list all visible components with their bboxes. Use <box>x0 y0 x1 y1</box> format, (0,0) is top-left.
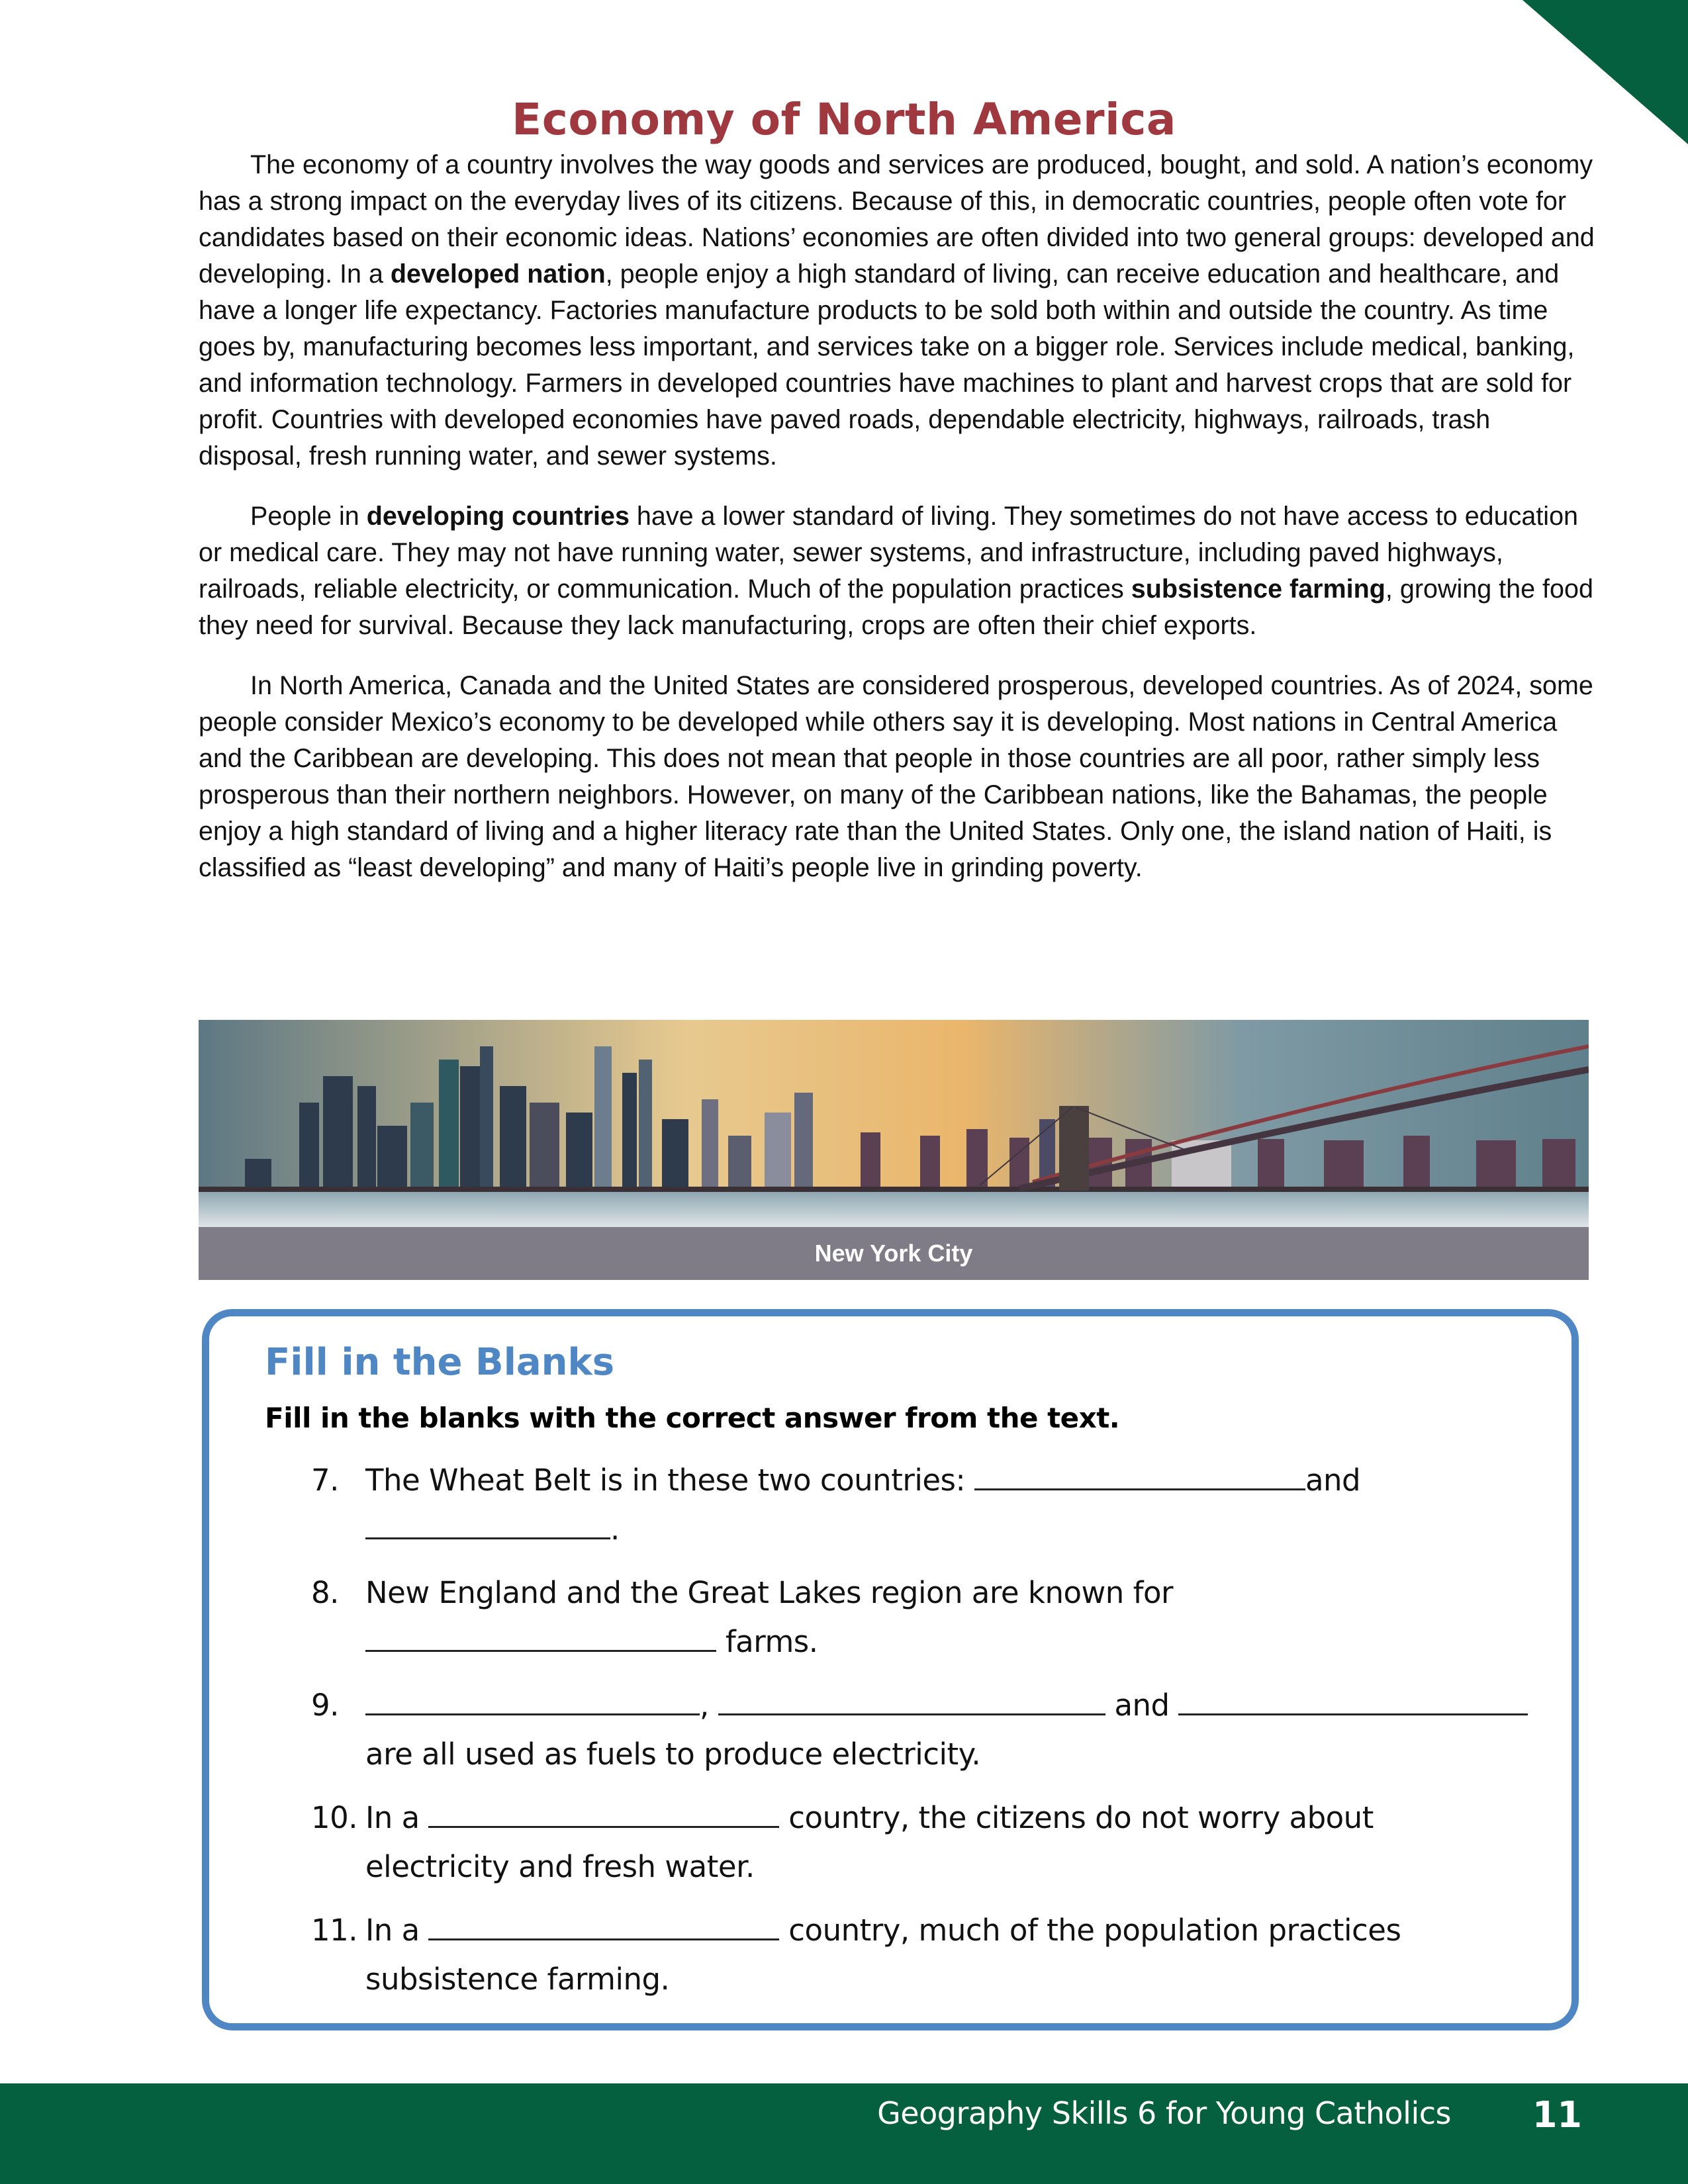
question-number: 9. <box>311 1688 339 1723</box>
question-9 <box>311 1681 1529 1779</box>
text-segment: People in <box>250 502 367 531</box>
question-text: farms. <box>725 1624 818 1659</box>
photo-caption: New York City <box>199 1227 1589 1280</box>
answer-blank[interactable] <box>718 1684 1105 1715</box>
question-continuation: electricity and fresh water. <box>365 1849 755 1884</box>
separator: , <box>700 1688 709 1723</box>
question-text: . <box>610 1512 620 1547</box>
page-title: Economy of North America <box>512 94 1176 145</box>
separator: and <box>1114 1688 1170 1723</box>
term-subsistence-farming: subsistence farming <box>1131 574 1385 604</box>
answer-blank[interactable] <box>1178 1684 1528 1715</box>
question-8 <box>311 1569 1529 1666</box>
question-text: country, much of the population practices <box>788 1913 1401 1948</box>
question-continuation: subsistence farming. <box>365 1962 670 1997</box>
text-segment: The economy of a country involves the way goods and services are produced, bought, and sold. A nation’s economy has a strong impact on the everyday lives of its citizens. Because of this, in democratic countries, people often vote for candidates based on their economic ideas. Nations’ economies are often divided into two general groups: developed and developing. In a <box>199 150 1595 289</box>
question-10 <box>311 1794 1529 1891</box>
text-segment: , growing the food they need for survival. Because they lack manufacturing, crops are often their chief exports. <box>199 574 1593 640</box>
question-continuation <box>311 1617 1529 1666</box>
question-number: 10. <box>311 1800 358 1835</box>
text-segment: , people enjoy a high standard of living, can receive education and healthcare, and have a longer life expectancy. Factories manufacture products to be sold both within and outside the country. As time goes by, manufacturing becomes less important, and services take on a bigger role. Services include medical, banking, and information technology. Farmers in developed countries have machines to plant and harvest crops that are sold for profit. Countries with developed economies have paved roads, dependable electricity, highways, railroads, trash disposal, fresh running water, and sewer systems. <box>199 259 1575 471</box>
question-number: 7. <box>311 1463 339 1498</box>
page-number: 11 <box>1532 2094 1582 2136</box>
question-text: In a <box>365 1800 420 1835</box>
paragraph-developed <box>199 147 1595 475</box>
question-continuation: are all used as fuels to produce electricity. <box>365 1737 981 1772</box>
question-text: country, the citizens do not worry about <box>788 1800 1374 1835</box>
answer-blank[interactable] <box>365 1684 700 1715</box>
answer-blank[interactable] <box>365 1621 716 1652</box>
book-title: Geography Skills 6 for Young Catholics <box>877 2095 1451 2131</box>
question-11 <box>311 1906 1529 2004</box>
answer-blank[interactable] <box>428 1797 779 1828</box>
question-text: and <box>1305 1463 1361 1498</box>
answer-blank[interactable] <box>974 1459 1305 1490</box>
question-text: In a <box>365 1913 420 1948</box>
question-number: 8. <box>311 1575 339 1610</box>
answer-blank[interactable] <box>365 1508 610 1539</box>
question-continuation <box>311 1505 1529 1554</box>
question-text: The Wheat Belt is in these two countries: <box>365 1463 966 1498</box>
text-segment: have a lower standard of living. They sometimes do not have access to education or medical care. They may not have running water, sewer systems, and infrastructure, including paved highways, railroads, reliable electricity, or communication. Much of the population practices <box>199 502 1579 604</box>
paragraph-north-america <box>199 668 1595 886</box>
question-7 <box>311 1456 1529 1554</box>
exercise-instructions: Fill in the blanks with the correct answer from the text. <box>265 1402 1120 1434</box>
term-developed-nation: developed nation <box>390 259 606 289</box>
nyc-skyline-photo <box>199 1020 1589 1227</box>
answer-blank[interactable] <box>428 1909 779 1940</box>
question-number: 11. <box>311 1913 358 1948</box>
text-segment: In North America, Canada and the United States are considered prosperous, developed countries. As of 2024, some people consider Mexico’s economy to be developed while others say it is developing. Most nations in Central America and the Caribbean are developing. This does not mean that people in those countries are all poor, rather simply less prosperous than their northern neighbors. However, on many of the Caribbean nations, like the Bahamas, the people enjoy a high standard of living and a higher literacy rate than the United States. Only one, the island nation of Haiti, is classified as “least developing” and many of Haiti’s people live in grinding poverty. <box>199 671 1593 882</box>
question-text: New England and the Great Lakes region are known for <box>365 1575 1174 1610</box>
exercise-title: Fill in the Blanks <box>265 1341 615 1384</box>
term-developing-countries: developing countries <box>366 502 630 531</box>
paragraph-developing <box>199 498 1595 644</box>
article-body <box>199 147 1595 910</box>
skyline-illustration <box>199 1020 1589 1227</box>
